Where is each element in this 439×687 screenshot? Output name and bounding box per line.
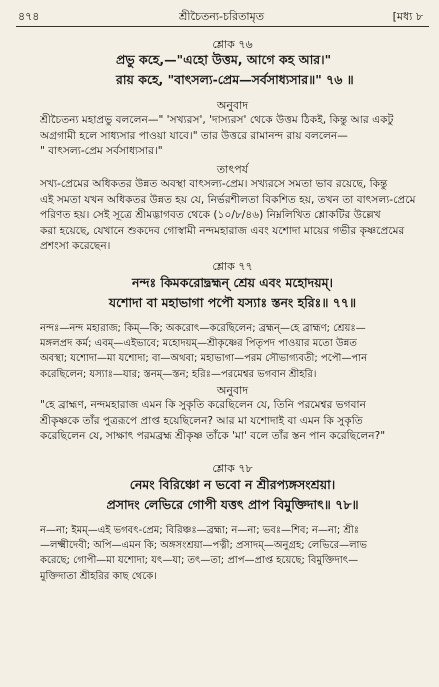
verse-76-purport-heading-wrap	[40, 161, 425, 177]
verse-77-synonyms-line: মঙ্গলপ্রদ কর্ম; এবম্—এইভাবে; মহোদয়ম্—শ্রীকৃষ্ণের পিতৃপদ পাওয়ার মতো উন্নত	[40, 338, 357, 350]
verse-76-purport	[40, 177, 425, 255]
verse-77-translation	[40, 398, 425, 445]
verse-77-synonyms-line: নন্দঃ—নন্দ মহারাজ; কিম্—কি; অকরোৎ—করেছিলেন; ব্রহ্মন্—হে ব্রাহ্মণ; শ্রেয়ঃ—	[40, 323, 366, 334]
verse-77-synonyms-line: করেছিলেন; যস্যাঃ—যার; স্তনম্—স্তন; হরিঃ—পরমেশ্বর ভগবান শ্রীহরি।	[40, 368, 317, 380]
verse-76-purport-line: সখ্য-প্রেমের অধিকতর উন্নত অবস্থা বাৎসল্য-প্রেম। সখ্যরসে সমতা ভাব রয়েছে, কিন্তু	[40, 178, 388, 190]
verse-76-translation	[40, 113, 425, 160]
verse-76-translation-heading: অনুবাদ	[216, 99, 249, 112]
verse-76-purport-line: প্রশংসা করেছেন।	[40, 240, 111, 253]
verse-77-translation-line: "হে ব্রাহ্মণ, নন্দমহারাজ এমন কি সুকৃতি করেছিলেন যে, তিনি পরমেশ্বর ভগবান	[40, 399, 366, 411]
verse-77-translation-heading-wrap	[40, 382, 425, 398]
verse-77-block	[40, 258, 425, 316]
verse-78-heading: শ্লোক ৭৮	[212, 462, 253, 475]
verse-78-synonyms-line: ন—না; ইমম্—এই ভগবৎ-প্রেম; বিরিঞ্চঃ—ব্রহ্মা; ন—না; ভবঃ—শিব; ন—না; শ্রীঃ	[40, 525, 360, 536]
page-number: ৪৭৪	[18, 10, 40, 23]
verse-77-synonyms	[40, 321, 425, 382]
verse-76-translation-line: শ্রীচৈতন্য মহাপ্রভু বললেন—" 'সখ্যরস', 'দাস্যরস' থেকে উত্তম ঠিকই, কিন্তু আর একটু	[40, 114, 394, 126]
verse-76-translation-line: অগ্রগামী হলে সাধ্যসার পাওয়া যাবে।" তার উত্তরে রামানন্দ রায় বললেন—	[40, 129, 348, 142]
verse-76-translation-heading-wrap	[40, 97, 425, 113]
verse-76-purport-line: করা হয়েছে, যেখানে শুকদেব গোস্বামী নন্দমহারাজ এবং যশোদা মায়ের গভীর কৃষ্ণপ্রেমের	[40, 224, 405, 237]
verse-77-line-2: যশোদা বা মহাভাগা পপৌ যস্যাঃ স্তনং হরিঃ॥ ৭৭॥	[108, 295, 357, 310]
verse-78-block	[40, 460, 425, 518]
verse-76-heading: শ্লোক ৭৬	[212, 38, 253, 51]
verse-77-translation-line: করেছিলেন যে, সাক্ষাৎ পরমব্রহ্ম শ্রীকৃষ্ণ তাঁকে 'মা' বলে তাঁর স্তন পান করেছিলেন?"	[40, 430, 386, 443]
verse-78-synonyms-line: করেছে; গোপী—মা যশোদা; যৎ—যা; তৎ—তা; প্রাপ—প্রাপ্ত হয়েছে; বিমুক্তিদাৎ—	[40, 555, 359, 567]
verse-77-translation-line: শ্রীকৃষ্ণকে তাঁর পুত্ররূপে প্রাপ্ত হয়েছিলেন? আর মা যশোদাই বা এমন কি সুকৃতি	[40, 414, 363, 427]
section-marker: [মধ্য ৮	[392, 10, 423, 23]
verse-76-block	[40, 30, 425, 94]
verse-76-line-1: প্রভু কহে,—"এহো উত্তম, আগে কহ আর।"	[116, 52, 332, 67]
verse-77-translation-heading: অনুবাদ	[216, 384, 249, 397]
page-header	[16, 4, 427, 26]
verse-76-purport-heading: তাৎপর্য	[216, 163, 249, 176]
verse-77-line-1: নন্দঃ কিমকরোদ্ব্রহ্মন্ শ্রেয় এবং মহোদয়ম্।	[131, 275, 333, 290]
verse-76-purport-line: এই সমতা যখন অধিকতর উন্নত হয় যে, নির্ভরশীলতা বিকশিত হয়, তখন তা বাৎসল্য-প্রেমে	[40, 193, 416, 206]
verse-76-line-2: রায় কহে, "বাৎসল্য-প্রেম—সর্বসাধ্যসার॥" ৭৬ ॥	[116, 72, 354, 87]
verse-78-synonyms-line: মুক্তিদাতা শ্রীহরির কাছ থেকে।	[40, 570, 157, 582]
verse-78-synonyms	[40, 523, 425, 584]
verse-78-line-1: নেমং বিরিঞ্চো ন ভবো ন শ্রীরপ্যঙ্গসংশ্রয়া।	[129, 477, 336, 492]
verse-77-synonyms-line: অবস্থা; যশোদা—মা যশোদা; বা—অথবা; মহাভাগা—পরম সৌভাগ্যবতী; পপৌ—পান	[40, 353, 368, 365]
verse-77-heading: শ্লোক ৭৭	[212, 260, 253, 273]
header-rule	[16, 26, 429, 27]
running-title: শ্রীচৈতন্য-চরিতামৃত	[179, 10, 264, 23]
verse-76-translation-line: " বাৎসল্য-প্রেম সর্বসাধ্যসার।"	[40, 145, 163, 158]
verse-78-synonyms-line: —লক্ষ্মীদেবী; অপি—এমন কি; অঙ্গসংশ্রয়া—পত্নী; প্রসাদম্—অনুগ্রহ; লেভিরে—লাভ	[40, 540, 367, 552]
verse-78-line-2: প্রসাদং লেভিরে গোপী যত্তৎ প্রাপ বিমুক্তিদাৎ॥ ৭৮॥	[106, 497, 359, 512]
verse-76-purport-line: পরিণত হয়। সেই সূত্রে শ্রীমদ্ভাগবত থেকে (১০/৮/৪৬) নিম্নলিখিত শ্লোকটির উল্লেখ	[40, 209, 381, 222]
